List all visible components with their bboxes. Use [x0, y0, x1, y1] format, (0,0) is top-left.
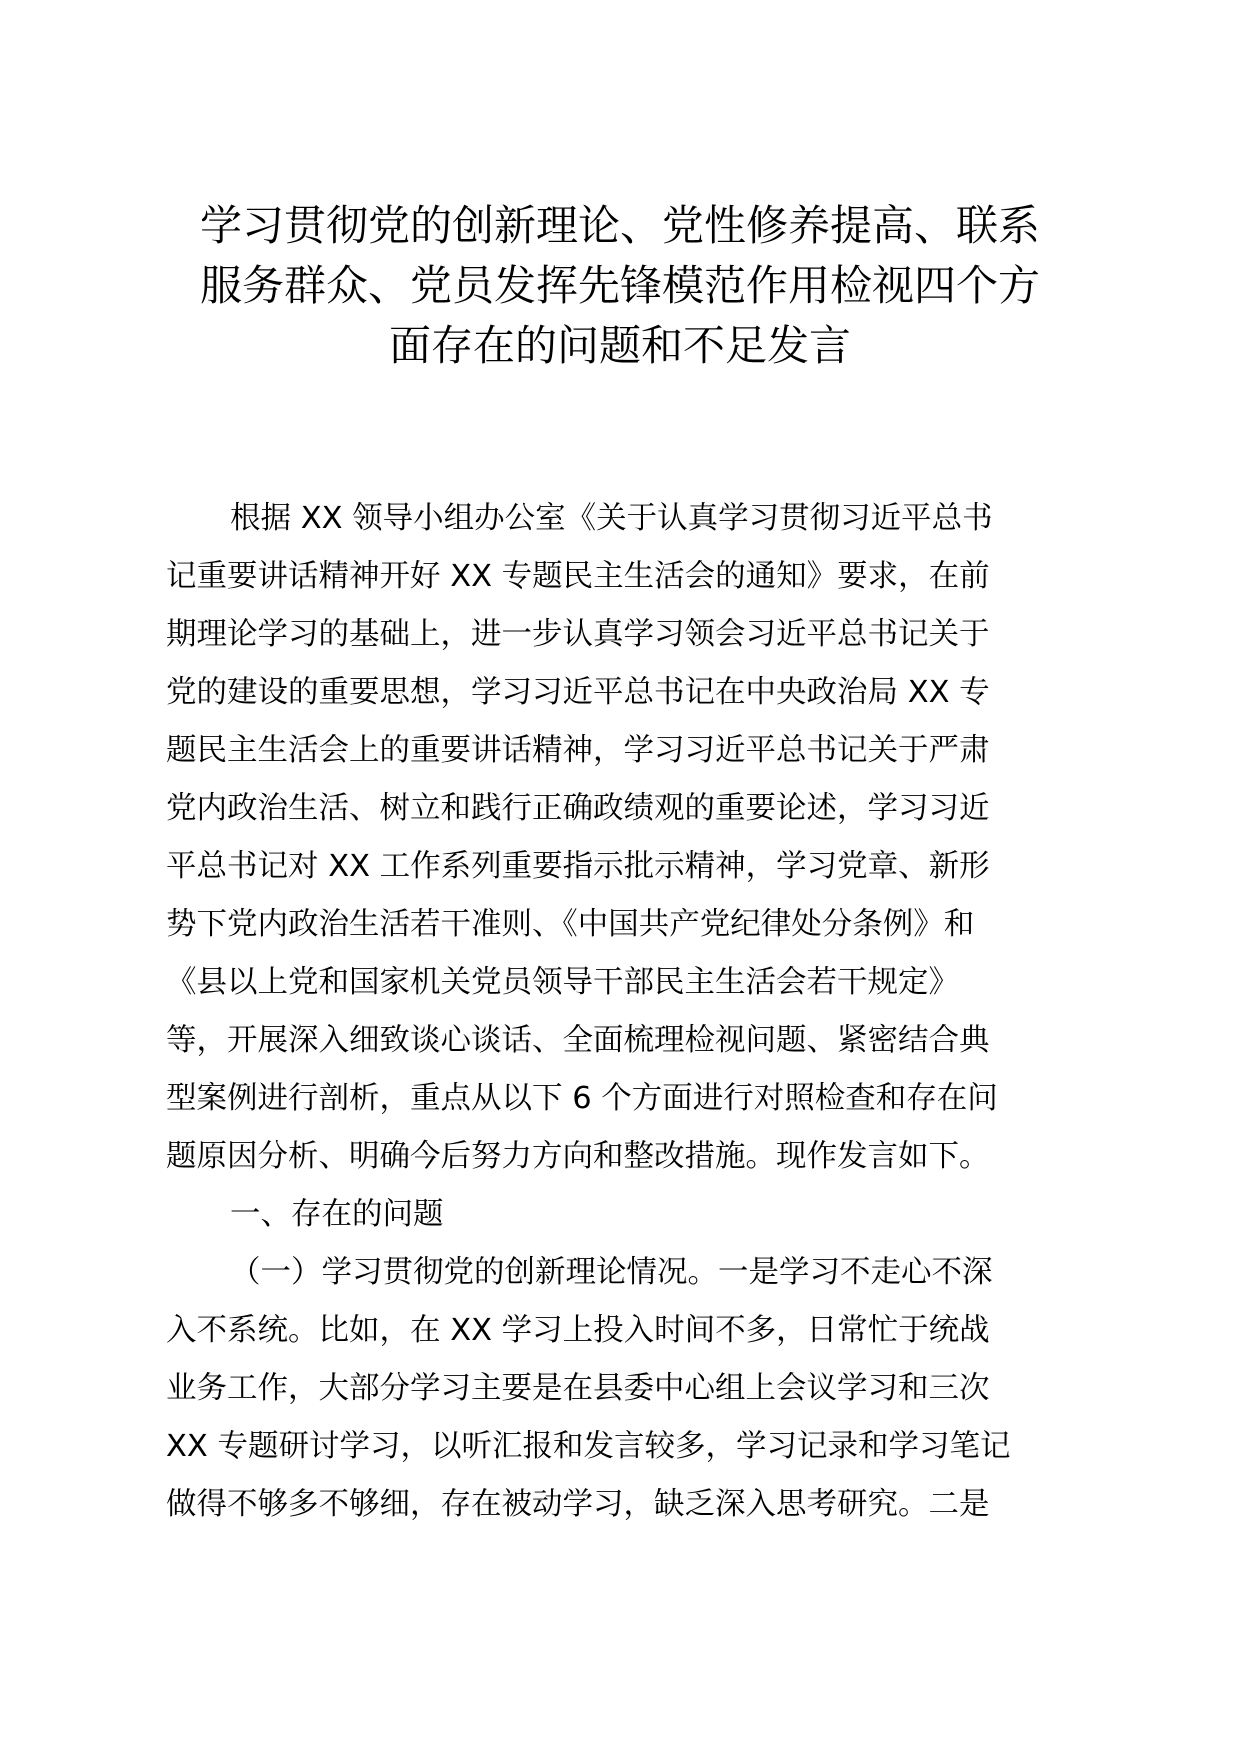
title-line: 面存在的问题和不足发言: [388, 321, 851, 370]
body-line: 势下党内政治生活若干准则、《中国共产党纪律处分条例》和: [166, 907, 975, 942]
title-line: 学习贯彻党的创新理论、党性修养提高、联系: [199, 201, 1040, 250]
body-line: 平总书记对 XX 工作系列重要指示批示精神，学习党章、新形: [166, 849, 990, 884]
body-line: 党内政治生活、树立和践行正确政绩观的重要论述，学习习近: [166, 791, 990, 826]
body-line: 型案例进行剖析，重点从以下 6 个方面进行对照检查和存在问: [166, 1081, 998, 1116]
body-line: 《县以上党和国家机关党员领导干部民主生活会若干规定》: [166, 965, 959, 1000]
document-body: [166, 490, 1081, 1534]
body-line: 期理论学习的基础上，进一步认真学习领会习近平总书记关于: [166, 617, 990, 652]
body-line: XX 专题研讨学习，以听汇报和发言较多，学习记录和学习笔记: [166, 1429, 1011, 1464]
body-line: 业务工作，大部分学习主要是在县委中心组上会议学习和三次: [166, 1371, 990, 1406]
section-heading: 一、存在的问题: [230, 1197, 444, 1232]
document-title: [150, 196, 1090, 376]
body-line: 题原因分析、明确今后努力方向和整改措施。现作发言如下。: [166, 1139, 990, 1174]
body-line: 根据 XX 领导小组办公室《关于认真学习贯彻习近平总书: [230, 501, 993, 536]
title-line: 服务群众、党员发挥先锋模范作用检视四个方: [199, 261, 1040, 310]
body-line: 记重要讲话精神开好 XX 专题民主生活会的通知》要求，在前: [166, 559, 990, 594]
body-line: 入不系统。比如，在 XX 学习上投入时间不多，日常忙于统战: [166, 1313, 990, 1348]
body-line: 题民主生活会上的重要讲话精神，学习习近平总书记关于严肃: [166, 733, 990, 768]
body-line: 党的建设的重要思想，学习习近平总书记在中央政治局 XX 专: [166, 675, 990, 710]
body-line: 等，开展深入细致谈心谈话、全面梳理检视问题、紧密结合典: [166, 1023, 990, 1058]
body-line: 做得不够多不够细，存在被动学习，缺乏深入思考研究。二是: [166, 1487, 990, 1522]
subsection-line: （一）学习贯彻党的创新理论情况。一是学习不走心不深: [230, 1255, 993, 1290]
